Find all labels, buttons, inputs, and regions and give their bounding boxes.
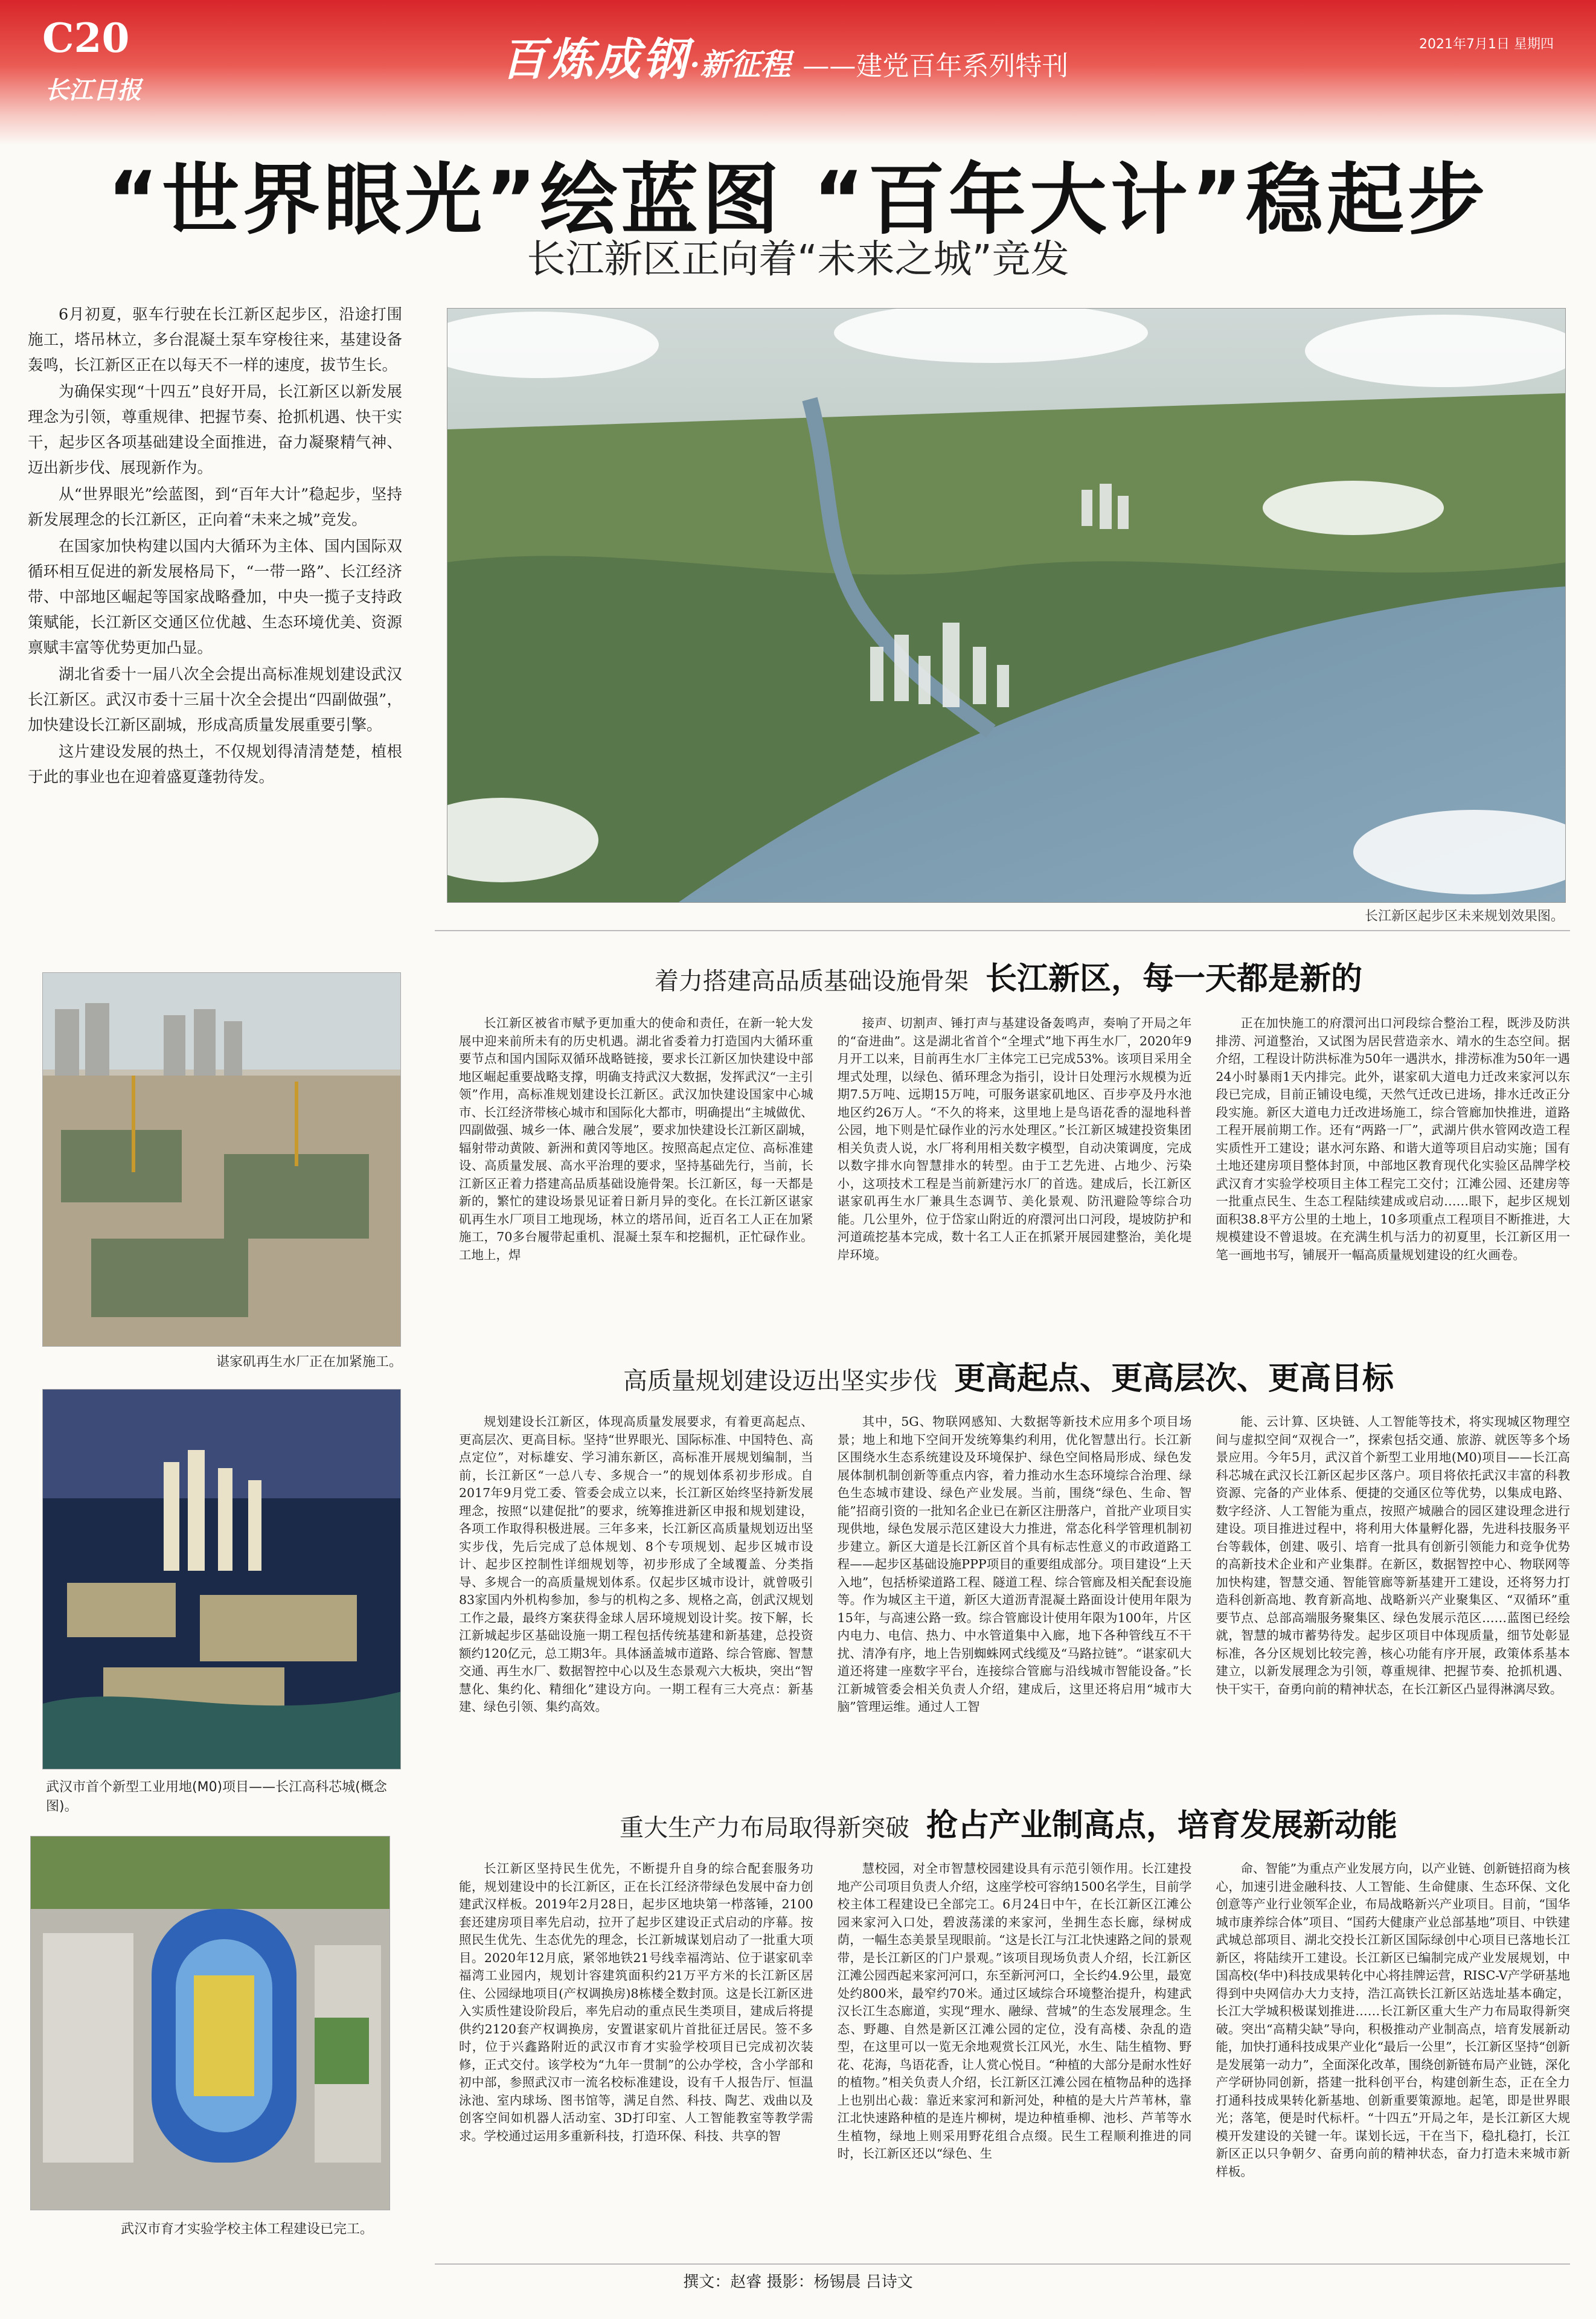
column-text: 接声、切割声、锤打声与基建设备轰鸣声，奏响了开局之年的“奋进曲”。这是湖北省首个“全埋式”地下再生水厂，2020年9月开工以来，目前再生水厂主体完工已完成53%。该项目采用全埋式处理，以绿色、循环理念为指引，设计日处理污水规模为近期7.5万吨、远期15万吨，可服务谌家矶地区、百步亭及丹水池地区约26万人。“不久的将来，这里地上是鸟语花香的湿地科普公园，地下则是忙碌作业的污水处理区。”长江新区城建投资集团相关负责人说，水厂将利用相关数字模型，自动决策调度，完成以数字排水向智慧排水的转型。由于工艺先进、占地少、污染小，这项技术工程是当前新建污水厂的首选。建成后，长江新区谌家矶再生水厂兼具生态调节、美化景观、防汛避险等综合功能。几公里外，位于岱家山附近的府澴河出口河段，堤坡防护和河道疏挖基本完成，数十名工人正在抓紧开展园建整治，美化堤岸环境。 bbox=[837, 1016, 1192, 1262]
column-text: 命、智能”为重点产业发展方向，以产业链、创新链招商为核心，加速引进金融科技、人工智能、生命健康、生态环保、文化创意等产业行业领军企业，布局战略新兴产业项目。目前，“国华城市康养综合体”项目、“国药大健康产业总部基地”项目、中铁建武城总部项目、湖北交投长江新区国际绿创中心项目已落地长江新区，将陆续开工建设。长江新区已编制完成产业发展规划，中国高校(华中)科技成果转化中心将挂牌运营，RISC-V产学研基地得到中央网信办大力支持，浩江高铁长江新区站选址基本确定，长江大学城积极谋划推进……长江新区重大生产力布局取得新突破。突出“高精尖缺”导向，积极推动产业制高点，培育发展新动能，加快打通科技成果产业化“最后一公里”，长江新区坚持“创新是发展第一动力”，全面深化改革，围绕创新链布局产业链，深化产学研协同创新，搭建一批科创平台，构建创新生态，正在全力打通科技成果转化新基地、创新重要策源地。起笔，即是世界眼光；落笔，便是时代标杆。“十四五”开局之年，是长江新区大规模开发建设的关键一年。谋划长远，干在当下，稳扎稳打，长江新区正以只争朝夕、奋勇向前的精神状态，奋力打造未来城市新样板。 bbox=[1216, 1861, 1571, 2179]
aerial-rendering-photo bbox=[447, 308, 1566, 903]
article-column bbox=[1216, 1413, 1570, 1769]
paper-name-logo: 长江日报 bbox=[45, 76, 141, 104]
column-text: 慧校园，对全市智慧校园建设具有示范引领作用。长江建投地产公司项目负责人介绍，这座学校可容纳1500名学生，目前学校主体工程建设已全部完工。6月24日中午，在长江新区江滩公园来家河入口处，碧波荡漾的来家河，坐拥生态长廊，绿树成荫，一幅生态美景呈现眼前。“这是长江与江北快速路之间的景观带，是长江新区的门户景观。”该项目现场负责人介绍，长江新区江滩公园西起来家河河口，东至新河河口，全长约4.9公里，最宽处约800米，最窄约70米。通过区域综合环境整治提升，构建武汉长江生态廊道，实现“理水、融绿、营城”的生态发展理念。生态、野趣、自然是新区江滩公园的定位，没有高楼、杂乱的造型，在这里可以一览无余地观赏长江风光，水生、陆生植物、野花、花海，鸟语花香，让人赏心悦目。“种植的大部分是耐水性好的植物。”相关负责人介绍，长江新区江滩公园在植物品种的选择上也别出心裁：靠近来家河和新河处，种植的是大片芦苇林，靠江北快速路种植的是连片柳树，堤边种植垂柳、池杉、芦苇等水生植物，绿地上则采用野花组合点缀。民生工程顺利推进的同时，长江新区还以“绿色、生 bbox=[837, 1861, 1192, 2161]
chip-city-illustration bbox=[43, 1390, 401, 1769]
photo-caption-school: 武汉市育才实验学校主体工程建设已完工。 bbox=[121, 2222, 374, 2237]
section-heading-infrastructure bbox=[435, 953, 1582, 998]
school-aerial-photo bbox=[30, 1836, 390, 2210]
section-body-infrastructure bbox=[459, 1015, 1570, 1329]
school-aerial-illustration bbox=[31, 1836, 390, 2210]
series-special: ——建党百年系列特刊 bbox=[803, 51, 1069, 82]
intro-paragraph: 6月初夏，驱车行驶在长江新区起步区，沿途打围施工，塔吊林立，多台混凝土泵车穿梭往来，基建设备轰鸣，长江新区正在以每天不一样的速度，拔节生长。 bbox=[28, 306, 402, 374]
photo-caption-water-plant: 谌家矶再生水厂正在加紧施工。 bbox=[216, 1355, 402, 1370]
article-column bbox=[838, 1413, 1192, 1769]
divider bbox=[435, 930, 1570, 931]
column-text: 能、云计算、区块链、人工智能等技术，将实现城区物理空间与虚拟空间“双视合一”，探索包括交通、旅游、就医等多个场景应用。今年5月，武汉首个新型工业用地(M0)项目——长江高科芯城在武汉长江新区起步区落户。项目将依托武汉丰富的科教资源、完备的产业体系、便捷的交通区位等优势，以集成电路、数字经济、人工智能为重点，按照产城融合的园区建设理念进行建设。项目推进过程中，将利用大体量孵化器，先进科技服务平台等载体，创建、吸引、培育一批具有创新引领能力和竞争优势的高新技术企业和产业集群。在新区，数据智控中心、物联网等加快构建，智慧交通、智能管廊等新基建开工建设，还将努力打造科创新高地、教育新高地、战略新兴产业聚集区、“双循环”重要节点、总部高端服务聚集区、绿色发展示范区……蓝图已经绘就，智慧的城市蓄势待发。起步区项目中体现质量，细节处彰显标准，各分区规划比较完善，核心功能有序开展，政策体系基本建立，以新发展理念为引领，尊重规律、把握节奏、抢抓机遇、快干实干，奋勇向前的精神状态，在长江新区凸显得淋漓尽致。 bbox=[1216, 1414, 1571, 1696]
construction-site-photo bbox=[42, 972, 401, 1347]
section-body-industry bbox=[459, 1860, 1570, 2259]
article-column bbox=[459, 1015, 813, 1329]
series-brand: 百炼成钢 bbox=[501, 34, 690, 86]
column-text: 长江新区被省市赋予更加重大的使命和责任，在新一轮大发展中迎来前所未有的历史机遇。湖北省委着力打造国内大循环重要节点和国内国际双循环战略链接，要求长江新区加快建设中部地区崛起重要战略支撑，明确支持武汉大数据，发挥武汉“一主引领”作用，高标准规划建设长江新区。武汉加快建设国家中心城市、长江经济带核心城市和国际化大都市，明确提出“主城做优、四副做强、城乡一体、融合发展”，要求加快建设长江新区副城，辐射带动黄陂、新洲和黄冈等地区。按照高起点定位、高标准建设、高质量发展、高水平治理的要求，坚持基础先行，当前，长江新区正着力搭建高品质基础设施骨架。长江新区，每一天都是新的，繁忙的建设场景见证着日新月异的变化。在长江新区谌家矶再生水厂项目工地现场，林立的塔吊间，近百名工人正在加紧施工，70多台履带起重机、混凝土泵车和挖掘机，正忙碌作业。工地上，焊 bbox=[459, 1016, 813, 1262]
column-text: 长江新区坚持民生优先，不断提升自身的综合配套服务功能，规划建设中的长江新区，正在长江经济带绿色发展中奋力创建武汉样板。2019年2月28日，起步区地块第一栉落锤，2100套还建房项目率先启动，拉开了起步区建设正式启动的序幕。按照民生优先、生态优先的理念，长江新城谋划启动了一批重大项目。2020年12月底，紧邻地铁21号线幸福湾站、位于谌家矶幸福湾工业园内，规划计容建筑面积约21万平方米的长江新区居住、公园绿地项目(产权调换房)8栋楼全数封顶。这是长江新区进入实质性建设阶段后，率先启动的重点民生类项目，建成后将提供约2120套产权调换房，安置谌家矶片首批征迁居民。签不多时，位于兴鑫路附近的武汉市育才实验学校项目已完成初次装修，正式交付。该学校为“九年一贯制”的公办学校，含小学部和初中部，参照武汉市一流名校标准建设，设有千人报告厅、恒温泳池、室内球场、图书馆等，满足自然、科技、陶艺、戏曲以及创客空间如机器人活动室、3D打印室、人工智能教室等教学需求。学校通过运用多重新科技，打造环保、科技、共享的智 bbox=[459, 1861, 813, 2143]
section-title: 长江新区，每一天都是新的 bbox=[985, 961, 1362, 997]
aerial-rendering-illustration bbox=[447, 309, 1566, 903]
article-column bbox=[838, 1860, 1192, 2259]
section-body-planning bbox=[459, 1413, 1570, 1769]
intro-paragraph: 这片建设发展的热土，不仅规划得清清楚楚，植根于此的事业也在迎着盛夏蓬勃待发。 bbox=[28, 743, 402, 786]
chip-city-rendering-photo bbox=[42, 1389, 401, 1769]
photo-caption-chip-city: 武汉市首个新型工业用地(M0)项目——长江高科芯城(概念图)。 bbox=[46, 1780, 387, 1814]
section-kicker: 高质量规划建设迈出坚实步伐 bbox=[623, 1367, 937, 1395]
intro-paragraph: 在国家加快构建以国内大循环为主体、国内国际双循环相互促进的新发展格局下，“一带一路”、长江经济带、中部地区崛起等国家战略叠加，中央一揽子支持政策赋能，长江新区交通区位优越、生态环境优美、资源禀赋丰富等优势更加凸显。 bbox=[28, 537, 402, 657]
series-campaign: ·新征程 bbox=[690, 47, 791, 82]
byline: 撰文：赵睿 摄影：杨锡晨 吕诗文 bbox=[683, 2273, 913, 2291]
divider bbox=[435, 2263, 1570, 2265]
section-heading-planning bbox=[435, 1353, 1582, 1398]
intro-paragraph: 为确保实现“十四五”良好开局，长江新区以新发展理念为引领，尊重规律、把握节奏、抢抓机遇、快干实干，起步区各项基础建设全面推进，奋力凝聚精气神、迈出新步伐、展现新作为。 bbox=[28, 383, 402, 477]
column-text: 规划建设长江新区，体现高质量发展要求，有着更高起点、更高层次、更高目标。坚持“世界眼光、国际标准、中国特色、高点定位”，对标雄安、学习浦东新区，高标准开展规划编制，当前，长江新区“一总八专、多规合一”的规划体系初步形成。自2017年9月党工委、管委会成立以来，长江新区始终坚持新发展理念，按照“以建促批”的要求，统筹推进新区申报和规划建设，各项工作取得积极进展。三年多来，长江新区高质量规划迈出坚实步伐，先后完成了总体规划、8个专项规划、起步区城市设计、起步区控制性详细规划等，初步形成了全域覆盖、分类指导、多规合一的高质量规划体系。仅起步区城市设计，就曾吸引83家国内外机构参加，参与的机构之多、规格之高，创武汉规划工作之最，最终方案获得金球人居环境规划设计奖。按下解，长江新城起步区基础设施一期工程包括传统基建和新基建，总投资额约120亿元，总工期3年。具体涵盖城市道路、综合管廊、智慧交通、再生水厂、数据智控中心以及生态景观六大板块，突出“智慧化、集约化、精细化”建设方向。一期工程有三大亮点：新基建、绿色引领、集约高效。 bbox=[459, 1414, 813, 1714]
column-text: 其中，5G、物联网感知、大数据等新技术应用多个项目场景；地上和地下空间开发统筹集约利用，优化智慧出行。长江新区围绕水生态系统建设及环境保护、绿色空间格局形成、绿色发展体制机制创新等重点内容，着力推动水生态环境综合治理、绿色生态城市建设、绿色产业发展。当前，围绕“绿色、生命、智能”招商引资的一批知名企业已在新区注册落户，首批产业项目实现供地，绿色发展示范区建设大力推进，常态化科学管理机制初步建立。新区大道是长江新区首个具有标志性意义的市政道路工程——起步区基础设施PPP项目的重要组成部分。项目建设“上天入地”，包括桥梁道路工程、隧道工程、综合管廊及相关配套设施等。作为城区主干道，新区大道沥青混凝土路面设计使用年限为15年，与高速公路一致。综合管廊设计使用年限为100年，片区内电力、电信、热力、中水管道集中入廊，地下各种管线互不干扰、清净有序，地上告别蜘蛛网式线缆及“马路拉链”。“谌家矶大道还将建一座数字平台，连接综合管廊与沿线城市智能设备。”长江新城管委会相关负责人介绍，建成后，这里还将启用“城市大脑”管理运维。通过人工智 bbox=[837, 1414, 1192, 1714]
section-kicker: 重大生产力布局取得新突破 bbox=[619, 1814, 909, 1842]
intro-paragraph: 从“世界眼光”绘蓝图，到“百年大计”稳起步，坚持新发展理念的长江新区，正向着“未来之城”竞发。 bbox=[28, 486, 402, 529]
page-headline: “世界眼光”绘蓝图 “百年大计”稳起步 bbox=[107, 155, 1489, 245]
section-title: 抢占产业制高点，培育发展新动能 bbox=[926, 1807, 1397, 1844]
article-column bbox=[1216, 1860, 1570, 2259]
construction-site-illustration bbox=[43, 973, 401, 1347]
series-title bbox=[501, 24, 1068, 88]
page-subheadline: 长江新区正向着“未来之城”竞发 bbox=[527, 237, 1069, 282]
column-text: 正在加快施工的府澴河出口河段综合整治工程，既涉及防洪排涝、河道整治，又试图为居民营造亲水、靖水的生态空间。据介绍，工程设计防洪标准为50年一遇洪水，排涝标准为50年一遇24小时暴雨1天内排完。此外，谌家矶大道电力迁改来家河以东段已完成，目前正铺设电缆，天然气迁改已进场，排水迁改正分段实施。新区大道电力迁改进场施工，综合管廊加快推进，道路工程开展前期工作。还有“两路一厂”，武湖片供水管网改造工程实质性开工建设；谌水河东路、和谐大道等项目启动实施；国有土地还建房项目整体封顶，中部地区教育现代化实验区品牌学校武汉育才实验学校项目主体工程完工交付；江滩公园、还建房等一批重点民生、生态工程陆续建成或启动……眼下，起步区规划面积38.8平方公里的土地上，10多项重点工程项目不断推进，大规模建设不曾退坡。在充满生机与活力的初夏里，长江新区用一笔一画地书写，铺展开一幅高质量规划建设的红火画卷。 bbox=[1216, 1016, 1571, 1262]
section-heading-industry bbox=[435, 1800, 1582, 1845]
article-column bbox=[1216, 1015, 1570, 1329]
page-number: C20 bbox=[42, 14, 130, 62]
section-kicker: 着力搭建高品质基础设施骨架 bbox=[654, 967, 969, 995]
issue-date: 2021年7月1日 星期四 bbox=[1419, 37, 1554, 52]
intro-article bbox=[28, 302, 402, 791]
article-column bbox=[459, 1413, 813, 1769]
section-title: 更高起点、更高层次、更高目标 bbox=[953, 1361, 1394, 1397]
article-column bbox=[838, 1015, 1192, 1329]
article-column bbox=[459, 1860, 813, 2259]
intro-paragraph: 湖北省委十一届八次全会提出高标准规划建设武汉长江新区。武汉市委十三届十次全会提出“四副做强”，加快建设长江新区副城，形成高质量发展重要引擎。 bbox=[28, 666, 402, 734]
main-photo-caption: 长江新区起步区未来规划效果图。 bbox=[1364, 909, 1564, 924]
